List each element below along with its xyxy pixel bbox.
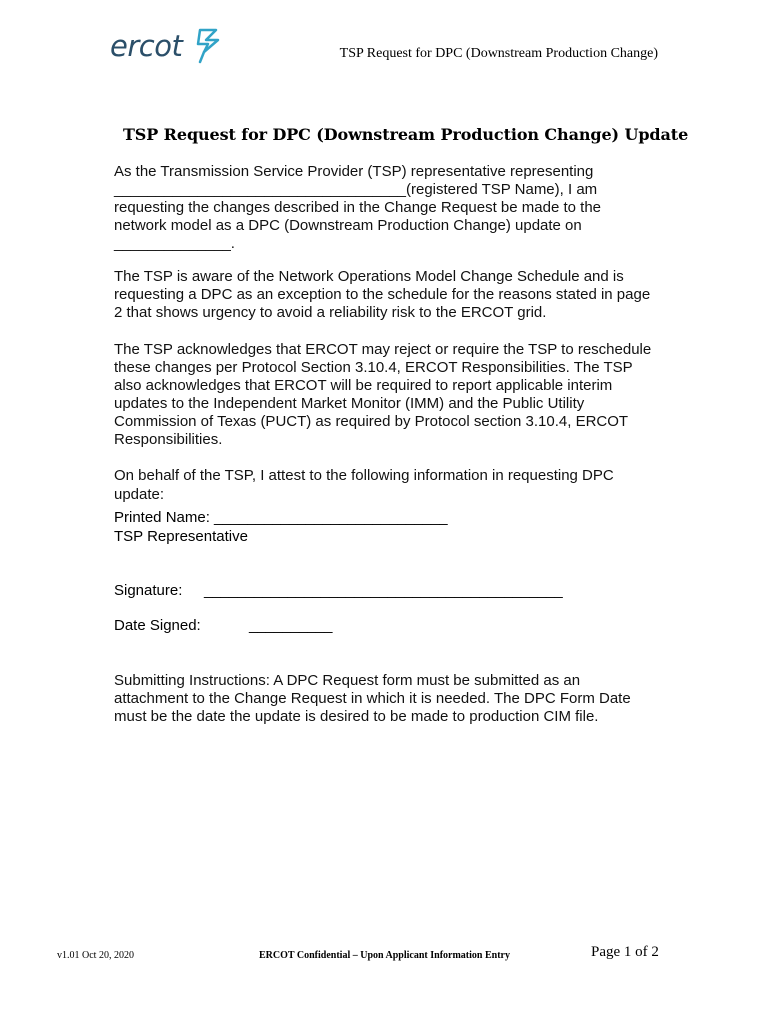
footer-confidential: ERCOT Confidential – Upon Applicant Information Entry xyxy=(259,950,510,961)
page-title: TSP Request for DPC (Downstream Production Change) Update xyxy=(123,125,689,144)
signature-field[interactable]: ___________________________________________ xyxy=(204,582,563,599)
tsp-representative-label: TSP Representative xyxy=(114,528,248,545)
paragraph-representative: As the Transmission Service Provider (TSP) representative representing ___________________________________(registered TSP Name), I am requesting the changes described in the Change Request be made to the network model as a DPC (Downstream Production Change) update on ______________. xyxy=(114,163,602,252)
printed-name-field[interactable]: Printed Name: ____________________________ xyxy=(114,509,448,526)
logo-wordmark: ercot xyxy=(110,29,183,63)
footer-page-number: Page 1 of 2 xyxy=(591,944,659,960)
paragraph-awareness: The TSP is aware of the Network Operations Model Change Schedule and is requesting a DPC as an exception to the schedule for the reasons stated in page 2 that shows urgency to avoid a reliability risk to the ERCOT grid. xyxy=(114,268,651,321)
paragraph-attestation: On behalf of the TSP, I attest to the following information in requesting DPC update: xyxy=(114,467,614,503)
paragraph-submitting-instructions: Submitting Instructions: A DPC Request form must be submitted as an attachment to the Change Request in which it is needed. The DPC Form Date must be the date the update is desired to be made to production CIM file. xyxy=(114,672,631,725)
date-signed-field[interactable]: __________ xyxy=(249,617,333,634)
lightning-bolt-icon xyxy=(194,28,222,64)
footer-version: v1.01 Oct 20, 2020 xyxy=(57,950,134,961)
paragraph-acknowledgement: The TSP acknowledges that ERCOT may reject or require the TSP to reschedule these changes per Protocol Section 3.10.4, ERCOT Responsibilities. The TSP also acknowledges that ERCOT will be required to report applicable interim updates to the Independent Market Monitor (IMM) and the Public Utility Commission of Texas (PUCT) as required by Protocol section 3.10.4, ERCOT Responsibilities. xyxy=(114,341,652,448)
signature-label: Signature: xyxy=(114,582,183,599)
date-signed-label: Date Signed: xyxy=(114,617,201,634)
running-header: TSP Request for DPC (Downstream Production Change) xyxy=(339,46,658,61)
